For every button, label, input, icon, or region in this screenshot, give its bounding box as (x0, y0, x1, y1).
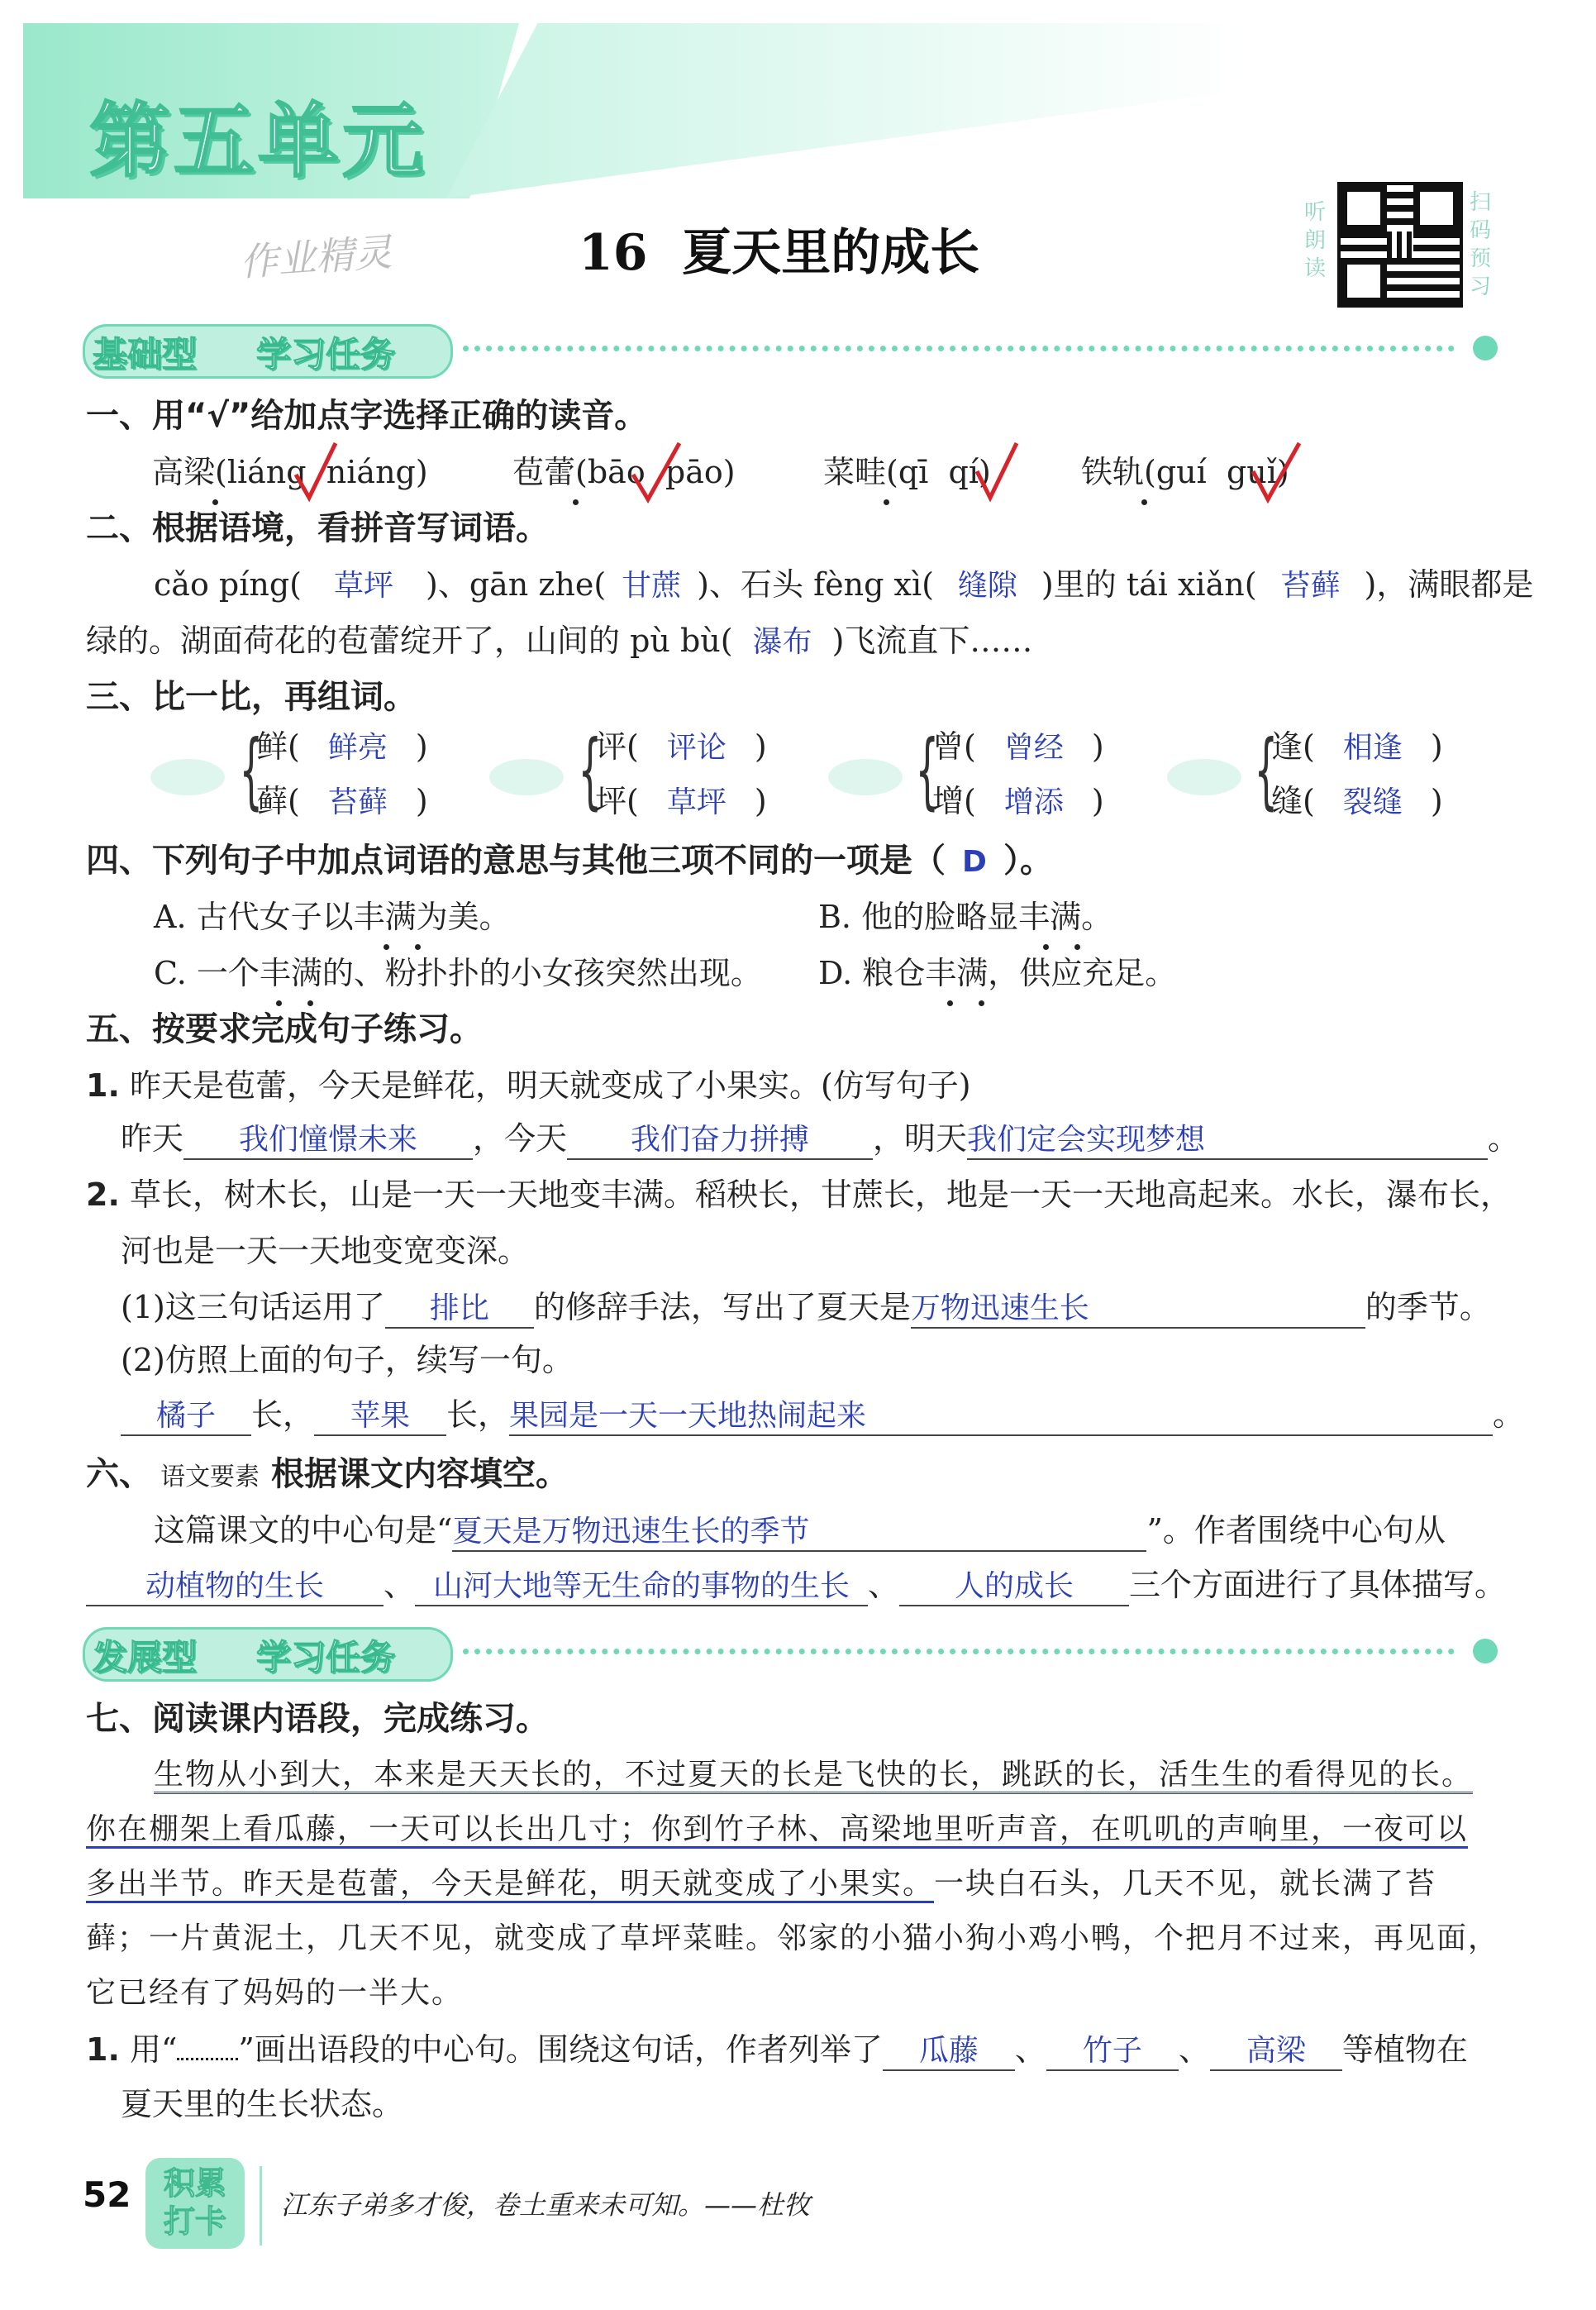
check-mark-icon (291, 438, 341, 504)
watermark-logo: 作业精灵 (238, 229, 393, 285)
qr-right-label: 扫码预习 (1470, 190, 1492, 299)
q5-s1-blank-2[interactable]: 我们奋力拼搏 (567, 1122, 873, 1160)
q2-title: 二、根据语境，看拼音写词语。 (86, 509, 549, 547)
q5-s2-blank-2[interactable]: 万物迅速生长 (911, 1291, 1365, 1329)
q2-answer-5: 瀑布 (752, 625, 812, 659)
unit-title: 第五单元 (89, 94, 427, 189)
q7-s1-line-2: 夏天里的生长状态。 (121, 2086, 404, 2122)
brace: { (239, 722, 264, 819)
q2-answer-3: 缝隙 (957, 569, 1017, 603)
q1-title: 一、用“√”给加点字选择正确的读音。 (86, 397, 648, 435)
q6-blank-4[interactable]: 人的成长 (899, 1568, 1129, 1606)
q1-item-3: 菜畦(qī qí) (823, 454, 991, 490)
q7-blank-2[interactable]: 竹子 (1046, 2033, 1179, 2071)
q2-line-2: 绿的。湖面荷花的苞蕾绽开了，山间的 pù bù( 瀑布 )飞流直下…… (86, 620, 1032, 663)
q2-answer-4: 苔藓 (1280, 569, 1341, 603)
q6-line-2: 动植物的生长 、 山河大地等无生命的事物的生长 、 人的成长 三个方面进行了具体描写。 (86, 1564, 1506, 1606)
emphasis-dot (276, 1000, 282, 1006)
footer-quote: 江东子弟多才俊，卷土重来未可知。——杜牧 (281, 2189, 811, 2221)
q6-tag: 语文要素 (160, 1463, 260, 1491)
q6-blank-3[interactable]: 山河大地等无生命的事物的生长 (415, 1568, 868, 1606)
basic-task-label-b: 学习任务 (256, 334, 396, 375)
emphasis-dot (1043, 944, 1049, 950)
qr-code[interactable] (1337, 182, 1463, 308)
q7-para-line-4: 藓；一片黄泥土，几天不见，就变成了草坪菜畦。邻家的小猫小狗小鸡小鸭，个把月不过来，再见面， (86, 1921, 1500, 1955)
badge-text-a: 积累 (163, 2165, 226, 2202)
q1-item-1: 高梁(liáng niáng) (152, 454, 428, 490)
q7-para-line-1 (154, 1754, 1473, 1796)
decor-leaf (489, 759, 564, 795)
emphasis-dot (947, 1000, 953, 1006)
emphasis-dot (384, 944, 389, 950)
emphasis-dot (212, 499, 218, 505)
brace: { (1254, 722, 1279, 819)
emphasis-dot (1074, 944, 1080, 950)
q7-blank-3[interactable]: 高梁 (1210, 2033, 1342, 2071)
q1-item-4: 铁轨(guí guǐ) (1081, 454, 1289, 490)
q5-s1-blank-3[interactable]: 我们定会实现梦想 (967, 1122, 1488, 1160)
q5-s2-line-2: 河也是一天一天地变宽变深。 (121, 1233, 530, 1269)
q4-title: 四、下列句子中加点词语的意思与其他三项不同的一项是（ D ）。 (86, 840, 1053, 883)
unit-banner-fade (446, 23, 1587, 198)
q4-answer: D (962, 845, 987, 879)
q6-line-1: 这篇课文的中心句是“夏天是万物迅速生长的季节 ”。作者围绕中心句从 (154, 1510, 1446, 1552)
develop-task-label-b: 学习任务 (256, 1637, 396, 1678)
q6-title: 六、 语文要素 根据课文内容填空。 (86, 1455, 569, 1493)
q3-group-3-bottom: 增( 增添 ) (932, 783, 1104, 819)
q3-group-3-top: 曾( 曾经 ) (932, 728, 1104, 765)
q6-blank-2[interactable]: 动植物的生长 (86, 1568, 384, 1606)
q7-s1: 1. 用“ ”画出语段的中心句。围绕这句话，作者列举了 瓜藤 、 竹子 、 高梁 等植物在 (86, 2029, 1468, 2071)
qr-left-label: 听朗读 (1304, 200, 1327, 281)
q5-s2-q1: (1)这三句话运用了 排比 的修辞手法，写出了夏天是万物迅速生长 的季节。 (121, 1286, 1491, 1329)
check-mark-icon (628, 438, 686, 504)
q1-item-2: 苞蕾(bāo pāo) (512, 454, 736, 490)
q5-title: 五、按要求完成句子练习。 (86, 1010, 483, 1048)
decor-leaf (828, 759, 903, 795)
q3-title: 三、比一比，再组词。 (86, 678, 417, 716)
accumulate-badge (145, 2158, 245, 2249)
q5-s2-q2-answer-line: 橘子 长， 苹果 长，果园是一天一天地热闹起来 。 (121, 1394, 1524, 1436)
q2-answer-1: 草坪 (333, 569, 393, 603)
central-sentence-underline: 生物从小到大，本来是天天长的，不过夏天的长是飞快的长，跳跃的长，活生生的看得见的长。 (154, 1758, 1473, 1794)
q3-group-1-bottom: 藓( 苔藓 ) (256, 783, 428, 819)
basic-task-label-a: 基础型 (93, 334, 198, 375)
q7-para-line-2: 你在棚架上看瓜藤，一天可以长出几寸；你到竹子林、高梁地里听声音，在叽叽的声响里，一夜可以 (86, 1809, 1468, 1850)
q7-para-line-3: 多出半节。昨天是苞蕾，今天是鲜花，明天就变成了小果实。一块白石头，几天不见，就长满了苔 (86, 1864, 1436, 1905)
emphasis-dot (307, 1000, 313, 1006)
wavy-line-sample (177, 2058, 238, 2060)
q4-option-c: C. 一个丰满的、粉扑扑的小女孩突然出现。 (154, 955, 762, 991)
decor-leaf (1167, 759, 1241, 795)
q7-title: 七、阅读课内语段，完成练习。 (86, 1700, 549, 1738)
basic-task-header (83, 324, 1504, 374)
develop-task-label-a: 发展型 (93, 1637, 198, 1678)
check-mark-icon (972, 438, 1022, 504)
emphasis-dot (979, 1000, 984, 1006)
emphasis-dot (573, 499, 579, 505)
q4-option-d: D. 粮仓丰满，供应充足。 (818, 955, 1177, 991)
q3-group-1-top: 鲜( 鲜亮 ) (256, 728, 428, 765)
q5-s2-blank-3[interactable]: 橘子 (121, 1398, 251, 1436)
q3-group-2-bottom: 坪( 草坪 ) (595, 783, 767, 819)
check-mark-icon (1248, 438, 1306, 504)
q4-option-b: B. 他的脸略显丰满。 (818, 899, 1113, 935)
q5-s2-q2: (2)仿照上面的句子，续写一句。 (121, 1342, 574, 1378)
emphasis-dot (415, 944, 421, 950)
page-number: 52 (83, 2174, 131, 2215)
q5-s2-blank-4[interactable]: 苹果 (314, 1398, 446, 1436)
q5-s1-blank-1[interactable]: 我们憧憬未来 (183, 1122, 473, 1160)
q2-answer-2: 甘蔗 (622, 569, 682, 603)
brace: { (915, 722, 940, 819)
q5-s2-blank-1[interactable]: 排比 (385, 1291, 534, 1329)
q5-s2-blank-5[interactable]: 果园是一天一天地热闹起来 (509, 1398, 1493, 1436)
brace: { (578, 722, 603, 819)
q5-s2-line-1: 2. 草长，树木长，山是一天一天地变丰满。稻秧长，甘蔗长，地是一天一天地高起来。水长，瀑布长， (86, 1176, 1512, 1213)
emphasis-dot (1141, 499, 1147, 505)
q2-line-1: cǎo píng( 草坪 )、gān zhe( 甘蔗 )、石头 fèng xì( 缝隙 )里的 tái xiǎn( 苔藓 )，满眼都是 (154, 564, 1533, 607)
lesson-title: 16 夏天里的成长 (579, 224, 980, 282)
q3-group-4-bottom: 缝( 裂缝 ) (1271, 783, 1443, 819)
q4-option-a: A. 古代女子以丰满为美。 (154, 899, 511, 935)
q7-blank-1[interactable]: 瓜藤 (883, 2033, 1015, 2071)
decor-leaf (150, 759, 225, 795)
q7-para-line-5: 它已经有了妈妈的一半大。 (86, 1976, 464, 2010)
develop-task-header (83, 1627, 1504, 1677)
q5-s1-answer-line: 昨天 我们憧憬未来 ，今天 我们奋力拼搏 ，明天我们定会实现梦想 。 (121, 1118, 1519, 1160)
q3-group-4-top: 逢( 相逢 ) (1271, 728, 1443, 765)
footer-divider (260, 2166, 262, 2246)
q3-group-2-top: 评( 评论 ) (595, 728, 767, 765)
badge-text-b: 打卡 (163, 2203, 226, 2240)
q6-blank-1[interactable]: 夏天是万物迅速生长的季节 (452, 1514, 1146, 1552)
q5-s1: 1. 昨天是苞蕾，今天是鲜花，明天就变成了小果实。(仿写句子) (86, 1067, 971, 1104)
emphasis-dot (884, 499, 889, 505)
